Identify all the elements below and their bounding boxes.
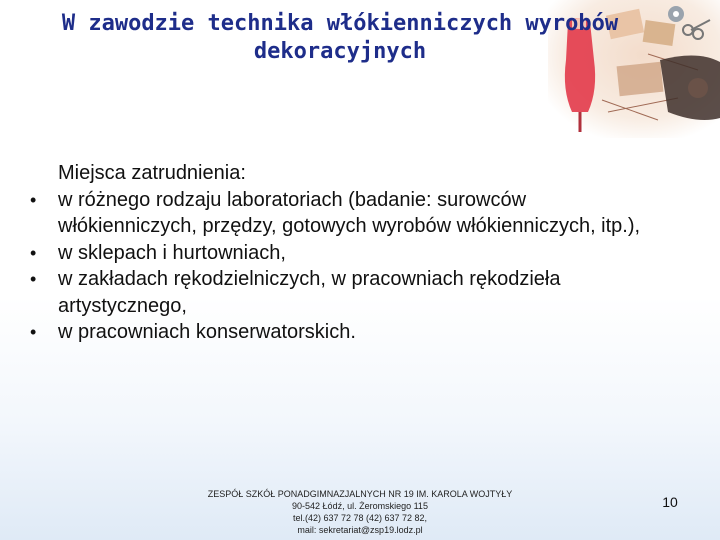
bullet-icon: • [30, 269, 37, 289]
footer-email: mail: sekretariat@zsp19.lodz.pl [297, 525, 423, 535]
footer-phone: tel.(42) 637 72 78 (42) 637 72 82, [292, 513, 428, 523]
list-item [28, 187, 668, 240]
list-item-text: w różnego rodzaju laboratoriach (badanie: surowców włókienniczych, przędzy, gotowych wyrobów włókienniczych, itp.), [58, 188, 641, 237]
list-item-text: w sklepach i hurtowniach, [58, 241, 286, 264]
slide-body [28, 160, 668, 346]
list-item [28, 266, 668, 319]
footer-school-name: ZESPÓŁ SZKÓŁ PONADGIMNAZJALNYCH NR 19 IM. KAROLA WOJTYŁY [207, 489, 513, 499]
page-number: 10 [662, 494, 678, 510]
title-line-2: dekoracyjnych [253, 39, 427, 64]
list-item-text: w zakładach rękodzielniczych, w pracowniach rękodzieła artystycznego, [58, 268, 561, 317]
footer [150, 488, 570, 536]
intro-text: Miejsca zatrudnienia: [58, 162, 246, 184]
title-line-1: W zawodzie technika włókienniczych wyrobów [61, 11, 619, 36]
list-item [28, 319, 668, 346]
list-item-text: w pracowniach konserwatorskich. [58, 321, 356, 343]
bullet-list [28, 187, 668, 346]
bullet-icon: • [30, 189, 37, 210]
footer-address: 90-542 Łódź, ul. Żeromskiego 115 [292, 501, 428, 511]
bullet-icon: • [30, 322, 37, 342]
list-item [28, 240, 668, 267]
bullet-icon: • [30, 242, 37, 263]
slide-title [10, 10, 670, 66]
